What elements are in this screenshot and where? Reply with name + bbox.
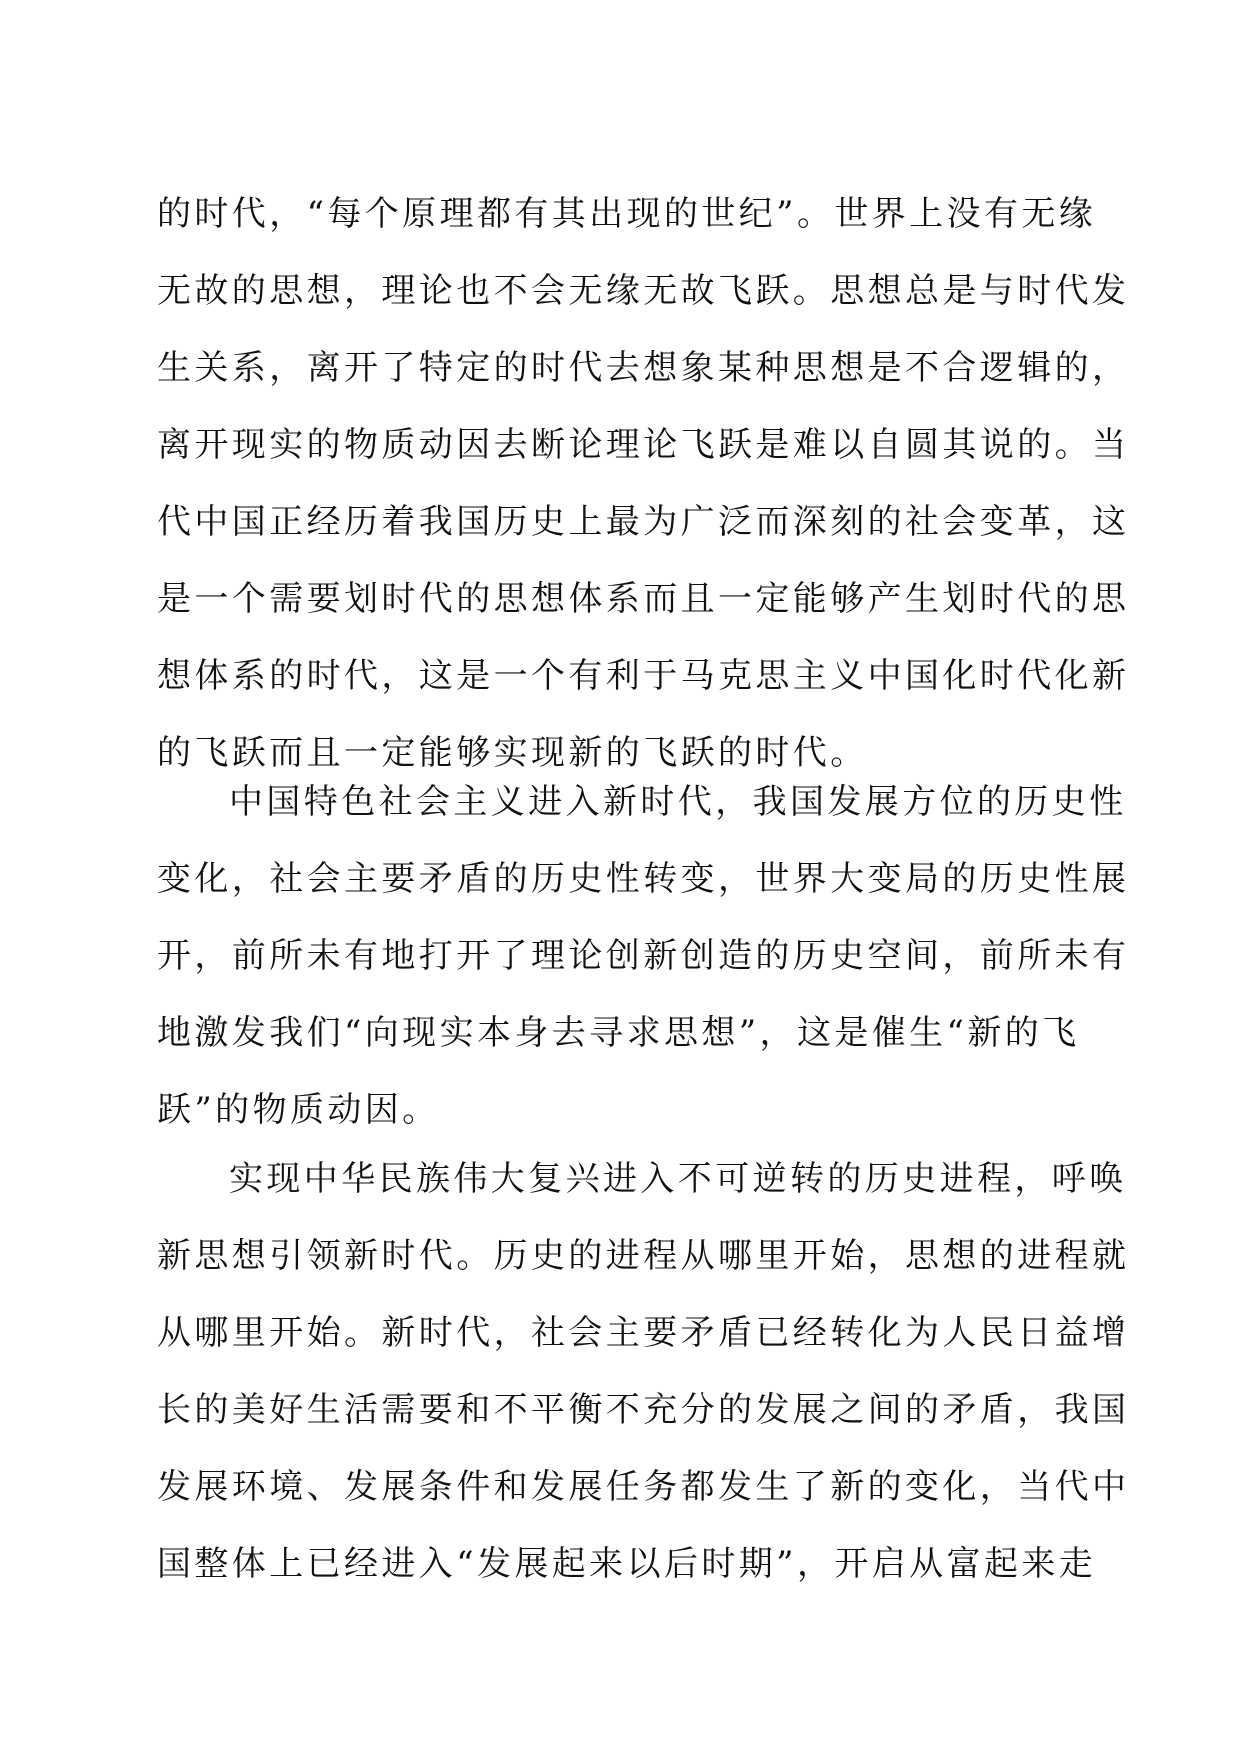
text-line: 离开现实的物质动因去断论理论飞跃是难以自圆其说的。当 [157, 425, 1130, 465]
paragraph-new-era [157, 764, 1130, 1149]
paragraph-rejuvenation [157, 1141, 1130, 1603]
text-line: 开，前所未有地打开了理论创新创造的历史空间，前所未有 [157, 936, 1130, 976]
text-line: 从哪里开始。新时代，社会主要矛盾已经转化为人民日益增 [157, 1313, 1130, 1353]
text-line: 无故的思想，理论也不会无缘无故飞跃。思想总是与时代发 [157, 271, 1130, 311]
paragraph-continuation [157, 176, 1130, 792]
text-line: 跃”的物质动因。 [157, 1090, 440, 1130]
text-line: 长的美好生活需要和不平衡不充分的发展之间的矛盾，我国 [157, 1390, 1130, 1430]
text-line: 发展环境、发展条件和发展任务都发生了新的变化，当代中 [157, 1467, 1130, 1507]
text-line: 的飞跃而且一定能够实现新的飞跃的时代。 [157, 733, 868, 773]
text-line: 中国特色社会主义进入新时代，我国发展方位的历史性 [229, 782, 1127, 822]
text-line: 代中国正经历着我国历史上最为广泛而深刻的社会变革，这 [157, 502, 1130, 542]
text-line: 生关系，离开了特定的时代去想象某种思想是不合逻辑的， [157, 348, 1130, 388]
text-line: 实现中华民族伟大复兴进入不可逆转的历史进程，呼唤 [229, 1159, 1127, 1199]
text-line: 是一个需要划时代的思想体系而且一定能够产生划时代的思 [157, 579, 1130, 619]
text-line: 变化，社会主要矛盾的历史性转变，世界大变局的历史性展 [157, 859, 1130, 899]
text-line: 的时代，“每个原理都有其出现的世纪”。世界上没有无缘 [157, 194, 1097, 234]
text-line: 地激发我们“向现实本身去寻求思想”，这是催生“新的飞 [157, 1013, 1080, 1053]
text-line: 国整体上已经进入“发展起来以后时期”，开启从富起来走 [157, 1544, 1097, 1584]
text-line: 新思想引领新时代。历史的进程从哪里开始，思想的进程就 [157, 1236, 1130, 1276]
text-line: 想体系的时代，这是一个有利于马克思主义中国化时代化新 [157, 656, 1130, 696]
